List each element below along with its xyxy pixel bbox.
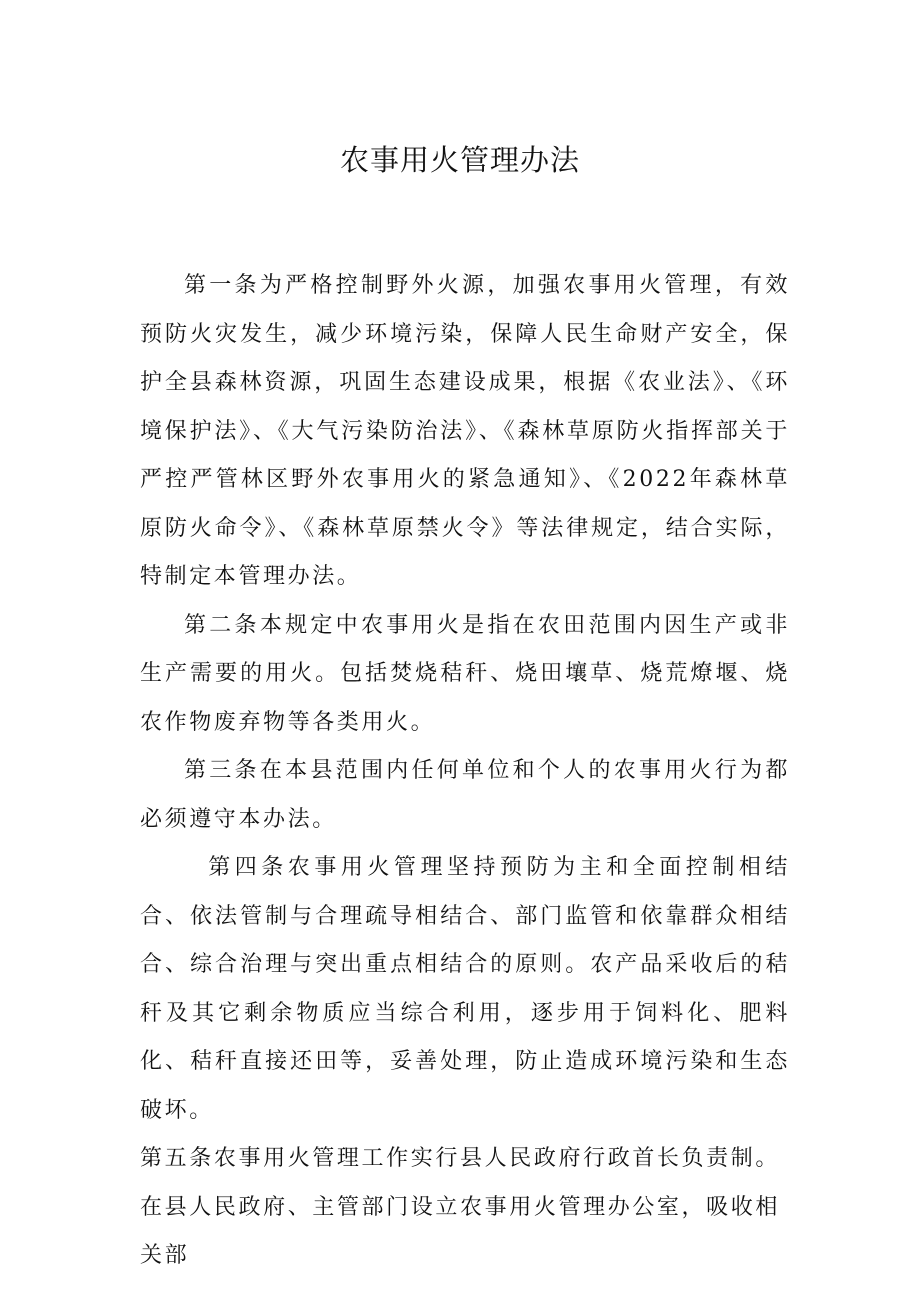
document-title: 农事用火管理办法 (339, 143, 580, 177)
article-5-paragraph: 第五条农事用火管理工作实行县人民政府行政首长负责制。在县人民政府、主管部门设立农事用火管理办公室，吸收相关部 (140, 1146, 780, 1268)
article-3-paragraph: 第三条在本县范围内任何单位和个人的农事用火行为都必须遵守本办法。 (140, 758, 790, 832)
article-2-paragraph: 第二条本规定中农事用火是指在农田范围内因生产或非生产需要的用火。包括焚烧秸秆、烧田壤草、烧荒燎堰、烧农作物废弃物等各类用火。 (140, 612, 790, 735)
article-4-paragraph: 第四条农事用火管理坚持预防为主和全面控制相结合、依法管制与合理疏导相结合、部门监管和依靠群众相结合、综合治理与突出重点相结合的原则。农产品采收后的秸秆及其它剩余物质应当综合利用，逐步用于饲料化、肥料化、秸秆直接还田等，妥善处理，防止造成环境污染和生态破坏。 (140, 855, 790, 1123)
article-1-paragraph: 第一条为严格控制野外火源，加强农事用火管理，有效预防火灾发生，减少环境污染，保障人民生命财产安全，保护全县森林资源，巩固生态建设成果，根据《农业法》、《环境保护法》、《大气污染防治法》、《森林草原防火指挥部关于严控严管林区野外农事用火的紧急通知》、《2022年森林草原防火命令》、《森林草原禁火令》等法律规定，结合实际，特制定本管理办法。 (140, 273, 790, 589)
document-body (140, 262, 790, 1281)
